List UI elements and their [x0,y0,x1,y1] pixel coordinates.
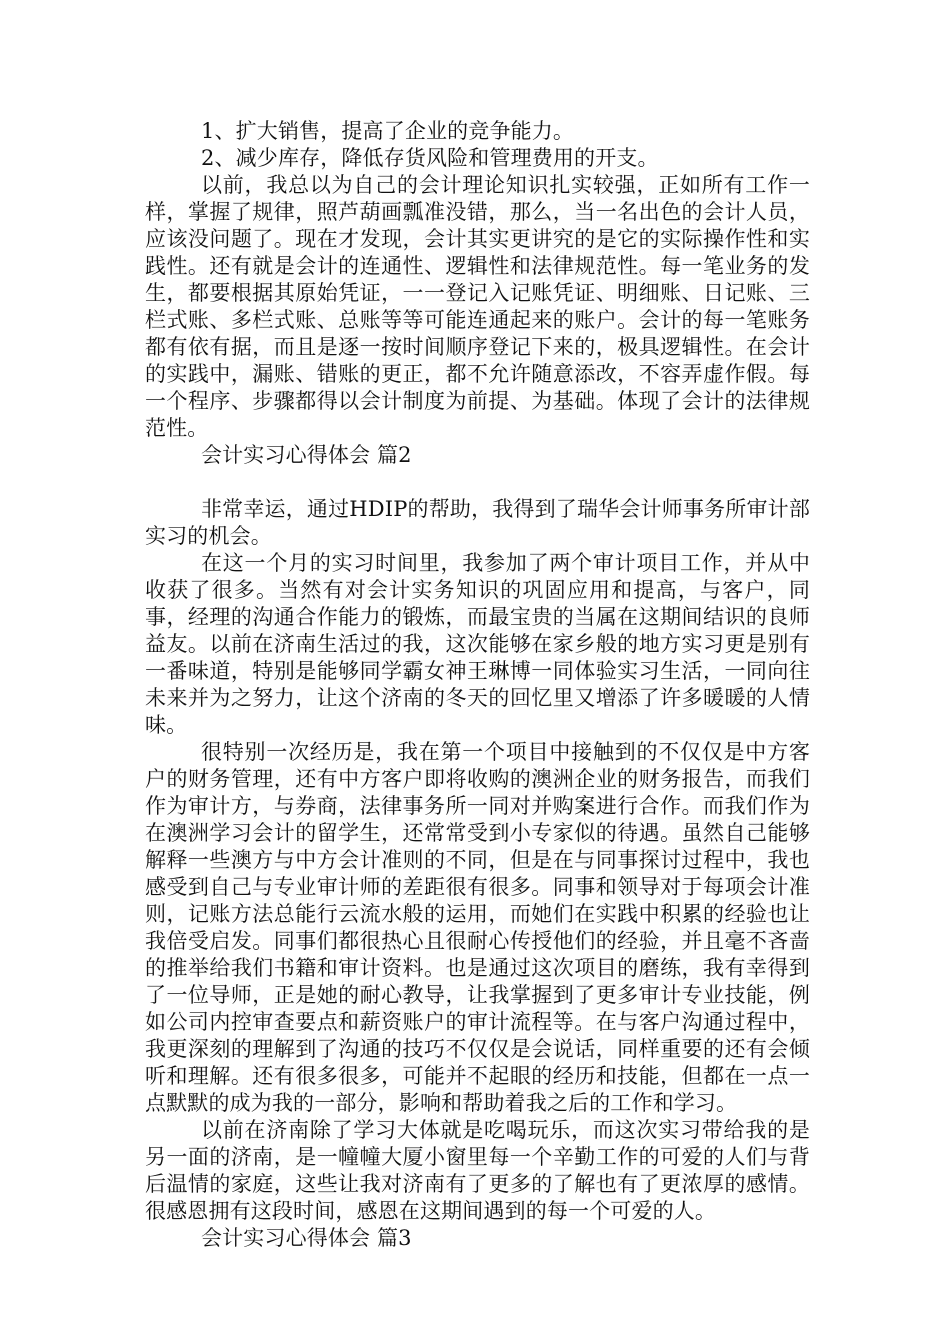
paragraph-jinan: 以前在济南除了学习大体就是吃喝玩乐，而这次实习带给我的是另一面的济南，是一幢幢大厦小窗里每一个辛勤工作的可爱的人们与背后温情的家庭，这些让我对济南有了更多的了解也有了更浓厚的感情。很感恩拥有这段时间，感恩在这期间遇到的每一个可爱的人。 [145,1118,810,1223]
paragraph-accounting-practice: 以前，我总以为自己的会计理论知识扎实较强，正如所有工作一样，掌握了规律，照芦葫画瓢准没错，那么，当一名出色的会计人员，应该没问题了。现在才发现，会计其实更讲究的是它的实际操作性和实践性。还有就是会计的连通性、逻辑性和法律规范性。每一笔业务的发生，都要根据其原始凭证，一一登记入记账凭证、明细账、日记账、三栏式账、多栏式账、总账等等可能连通起来的账户。会计的每一笔账务都有依有据，而且是逐一按时间顺序登记下来的，极具逻辑性。在会计的实践中，漏账、错账的更正，都不允许随意添改，不容弄虚作假。每一个程序、步骤都得以会计制度为前提、为基础。体现了会计的法律规范性。 [145,173,810,440]
paragraph-intro: 非常幸运，通过HDIP的帮助，我得到了瑞华会计师事务所审计部实习的机会。 [145,497,810,548]
section-heading-3: 会计实习心得体会 篇3 [201,1226,412,1250]
document-page [145,118,810,1252]
paragraph-special-experience: 很特别一次经历是，我在第一个项目中接触到的不仅仅是中方客户的财务管理，还有中方客户即将收购的澳洲企业的财务报告，而我们作为审计方，与券商，法律事务所一同对并购案进行合作。而我们作为在澳洲学习会计的留学生，还常常受到小专家似的待遇。虽然自己能够解释一些澳方与中方会计准则的不同，但是在与同事探讨过程中，我也感受到自己与专业审计师的差距很有很多。同事和领导对于每项会计准则，记账方法总能行云流水般的运用，而她们在实践中积累的经验也让我倍受启发。同事们都很热心且很耐心传授他们的经验，并且毫不吝啬的推举给我们书籍和审计资料。也是通过这次项目的磨练，我有幸得到了一位导师，正是她的耐心教导，让我掌握到了更多审计专业技能，例如公司内控审查要点和薪资账户的审计流程等。在与客户沟通过程中，我更深刻的理解到了沟通的技巧不仅仅是会说话，同样重要的还有会倾听和理解。还有很多很多，可能并不起眼的经历和技能，但都在一点一点默默的成为我的一部分，影响和帮助着我之后的工作和学习。 [145,740,810,1115]
section-heading-2: 会计实习心得体会 篇2 [201,443,412,467]
paragraph-internship-month: 在这一个月的实习时间里，我参加了两个审计项目工作，并从中收获了很多。当然有对会计实务知识的巩固应用和提高，与客户，同事，经理的沟通合作能力的锻炼，而最宝贵的当属在这期间结识的良师益友。以前在济南生活过的我，这次能够在家乡般的地方实习更是别有一番味道，特别是能够同学霸女神王琳博一同体验实习生活，一同向往未来并为之努力，让这个济南的冬天的回忆里又增添了许多暖暖的人情味。 [145,551,810,737]
list-item-2: 2、减少库存，降低存货风险和管理费用的开支。 [201,146,659,170]
blank-line [145,469,810,496]
list-item-1: 1、扩大销售，提高了企业的竞争能力。 [201,119,575,143]
